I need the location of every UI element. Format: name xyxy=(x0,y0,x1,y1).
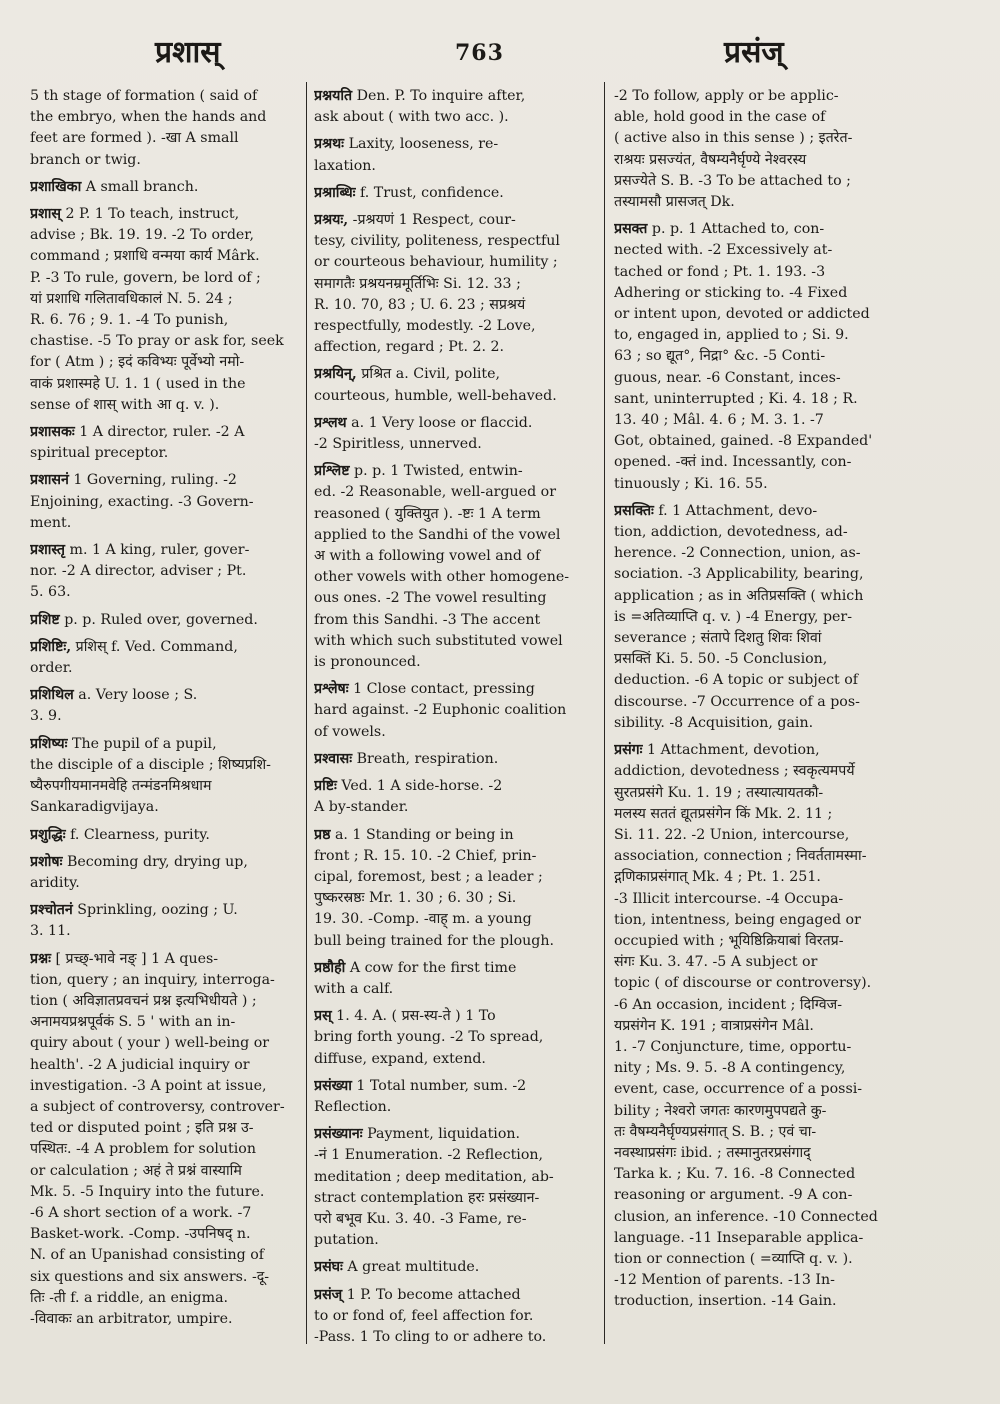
dictionary-entry xyxy=(314,210,602,358)
entry-line: -6 A short section of a work. -7 xyxy=(30,1204,252,1221)
entry-first-line: 5 th stage of formation ( said of xyxy=(30,88,258,104)
entry-line: able, hold good in the case of xyxy=(614,109,826,126)
entry-line: नवस्थाप्रसंगः ibid. ; तस्मानुतरप्रसंगाद् xyxy=(614,1144,811,1161)
entry-line: event, case, occurrence of a possi- xyxy=(614,1081,863,1098)
column-divider xyxy=(604,82,605,1344)
entry-first-line: प्रसंघः A great multitude. xyxy=(314,1259,480,1276)
dictionary-entry xyxy=(30,637,312,679)
dictionary-entry xyxy=(30,734,312,819)
page-number: 763 xyxy=(455,40,504,66)
entry-first-line: प्रश्चोतनं Sprinkling, oozing ; U. xyxy=(30,902,238,919)
entry-line: deduction. -6 A topic or subject of xyxy=(614,672,859,689)
dictionary-entry xyxy=(314,776,602,818)
dictionary-entry xyxy=(30,86,312,171)
entry-line: sociation. -3 Applicability, bearing, xyxy=(614,566,864,583)
entry-line: Tarka k. ; Ku. 7. 16. -8 Connected xyxy=(614,1166,856,1183)
headword: प्रष्टिः xyxy=(314,778,337,795)
entry-first-line: प्रष्ठौही A cow for the first time xyxy=(314,959,517,976)
entry-line: topic ( of discourse or controversy). xyxy=(614,975,872,992)
entry-first-line: प्रश्नः [ प्रच्छ्-भावे नङ् ] 1 A ques- xyxy=(30,950,219,967)
entry-line: सुरतप्रसंगे Ku. 1. 19 ; तस्यात्यायतकौ- xyxy=(614,784,824,801)
dictionary-entry xyxy=(30,900,312,942)
headword: प्रशिष्टिः, xyxy=(30,638,72,655)
entry-line: bility ; नेश्वरो जगतः कारणमुपपद्यते कु- xyxy=(614,1102,827,1119)
entry-first-line: प्रश्रयः, -प्रश्रयणं 1 Respect, cour- xyxy=(314,212,516,229)
entry-line: tion, query ; an inquiry, interroga- xyxy=(30,971,275,988)
entry-first-line: प्रसंख्यानः Payment, liquidation. xyxy=(314,1126,521,1143)
entry-line: ask about ( with two acc. ). xyxy=(314,109,509,126)
entry-first-line: प्रशिष्यः The pupil of a pupil, xyxy=(30,735,217,752)
headword: प्रश्वासः xyxy=(314,750,353,767)
entry-first-line: प्रश्लेषः 1 Close contact, pressing xyxy=(314,681,535,698)
entry-line: Enjoining, exacting. -3 Govern- xyxy=(30,493,254,510)
entry-line: संगः Ku. 3. 47. -5 A subject or xyxy=(614,954,818,971)
entry-line: bull being trained for the plough. xyxy=(314,932,555,949)
entry-line: 63 ; so द्यूत°, निद्रा° &c. -5 Conti- xyxy=(614,348,826,365)
entry-first-line: प्रशाखिका A small branch. xyxy=(30,178,199,195)
headword: प्रशाखिका xyxy=(30,178,82,195)
entry-line: यां प्रशाधि गलितावधिकालं N. 5. 24 ; xyxy=(30,290,233,307)
dictionary-entry xyxy=(314,183,602,204)
dictionary-entry xyxy=(314,1124,602,1251)
headword: प्रसंघः xyxy=(314,1259,343,1276)
entry-first-line: प्रसंज् 1 P. To become attached xyxy=(314,1286,521,1303)
dictionary-entry xyxy=(314,825,602,952)
headword: प्रशास्तृ xyxy=(30,542,66,559)
entry-line: 5. 63. xyxy=(30,584,71,601)
entry-line: Mk. 5. -5 Inquiry into the future. xyxy=(30,1183,265,1200)
entry-line: laxation. xyxy=(314,157,376,174)
entry-line: 19. 30. -Comp. -वाह् m. a young xyxy=(314,911,532,928)
right-running-headword: प्रसंज् xyxy=(724,35,784,70)
entry-line: advise ; Bk. 19. 19. -2 To order, xyxy=(30,227,255,244)
headword: प्रश्रथः xyxy=(314,136,345,153)
entry-line: तः वैषम्यनैर्घृण्यप्रसंगात् S. B. ; एवं चा- xyxy=(614,1123,817,1140)
entry-line: courteous, humble, well-behaved. xyxy=(314,387,557,404)
dictionary-entry xyxy=(314,1076,602,1118)
dictionary-entry xyxy=(314,749,602,770)
entry-line: aridity. xyxy=(30,874,80,891)
headword: प्रसंज् xyxy=(314,1286,343,1303)
headword: प्रस् xyxy=(314,1008,332,1025)
entry-line: ted or disputed point ; इति प्रश्न उ- xyxy=(30,1120,254,1137)
entry-line: तिः -ती f. a riddle, an enigma. xyxy=(30,1289,229,1306)
entry-line: stract contemplation हरः प्रसंख्यान- xyxy=(314,1189,540,1206)
headword: प्रश्नयति xyxy=(314,88,353,104)
entry-line: chastise. -5 To pray or ask for, seek xyxy=(30,333,284,350)
headword: प्रश्रयः, xyxy=(314,212,349,229)
entry-line: समागतैः प्रश्रयनम्रमूर्तिभिः Si. 12. 33 ; xyxy=(314,275,521,292)
entry-line: diffuse, expand, extend. xyxy=(314,1050,486,1067)
entry-line: spiritual preceptor. xyxy=(30,445,169,462)
entry-first-line: प्रसंगः 1 Attachment, devotion, xyxy=(614,742,820,759)
dictionary-entry xyxy=(614,501,896,734)
entry-line: nected with. -2 Excessively at- xyxy=(614,242,833,259)
entry-line: meditation ; deep meditation, ab- xyxy=(314,1168,554,1185)
headword: प्रश्राब्धिः xyxy=(314,184,356,201)
headword: प्रशोषः xyxy=(30,853,63,870)
headword: प्रश्लथ xyxy=(314,414,347,431)
headword: प्रश्चोतनं xyxy=(30,902,73,919)
dictionary-entry xyxy=(30,422,312,464)
entry-line: ष्यैरुपगीयमानमवेहि तन्मंडनमिश्रधाम xyxy=(30,778,212,795)
entry-line: -3 Illicit intercourse. -4 Occupa- xyxy=(614,890,844,907)
dictionary-entry xyxy=(30,949,312,1331)
entry-line: R. 6. 76 ; 9. 1. -4 To punish, xyxy=(30,312,229,329)
dictionary-entry xyxy=(314,413,602,455)
entry-line: sense of शास् with आ q. v. ). xyxy=(30,396,220,413)
entry-first-line: प्रश्वासः Breath, respiration. xyxy=(314,750,499,767)
entry-line: N. of an Upanishad consisting of xyxy=(30,1247,265,1264)
entry-line: Reflection. xyxy=(314,1098,392,1115)
entry-first-line: प्रशिष्टिः, प्रशिस् f. Ved. Command, xyxy=(30,638,238,655)
entry-line: ( active also in this sense ) ; इतरेत- xyxy=(614,130,853,147)
entry-line: अ with a following vowel and of xyxy=(314,548,541,565)
left-running-headword: प्रशास् xyxy=(155,35,221,70)
entry-line: -Pass. 1 To cling to or adhere to. xyxy=(314,1328,547,1345)
entry-line: 13. 40 ; Mâl. 4. 6 ; M. 3. 1. -7 xyxy=(614,412,824,429)
entry-line: association, connection ; निवर्ततामस्मा- xyxy=(614,848,867,865)
entry-line: 3. 9. xyxy=(30,708,62,725)
dictionary-entry xyxy=(314,134,602,176)
entry-first-line: प्रश्राब्धिः f. Trust, confidence. xyxy=(314,184,504,201)
headword: प्रसक्त xyxy=(614,221,648,238)
entry-first-line: प्रश्रथः Laxity, looseness, re- xyxy=(314,136,499,153)
entry-first-line: प्रशासनं 1 Governing, ruling. -2 xyxy=(30,472,237,489)
entry-line: tion or connection ( =व्याप्ति q. v. ). xyxy=(614,1250,853,1267)
headword: प्रश्लेषः xyxy=(314,681,349,698)
entry-line: order. xyxy=(30,660,73,677)
entry-line: Adhering or sticking to. -4 Fixed xyxy=(614,284,848,301)
entry-line: or calculation ; अहं ते प्रश्नं वास्यामि xyxy=(30,1162,242,1179)
dictionary-entry xyxy=(314,679,602,743)
entry-line: R. 10. 70, 83 ; U. 6. 23 ; सप्रश्रयं xyxy=(314,296,526,313)
entry-line: addiction, devotedness ; स्वकृत्यमपर्ये xyxy=(614,763,855,780)
entry-line: other vowels with other homogene- xyxy=(314,569,570,586)
entry-line: to, engaged in, applied to ; Si. 9. xyxy=(614,327,849,344)
entry-line: A by-stander. xyxy=(314,799,409,816)
headword: प्रसंख्यानः xyxy=(314,1126,363,1143)
dictionary-entry xyxy=(314,1006,602,1070)
text-column-3 xyxy=(614,86,896,1313)
headword: प्रश्रयिन्, xyxy=(314,366,357,383)
entry-first-line: प्रसक्तिः f. 1 Attachment, devo- xyxy=(614,502,818,519)
entry-line: troduction, insertion. -14 Gain. xyxy=(614,1293,837,1310)
entry-line: branch or twig. xyxy=(30,151,141,168)
dictionary-entry xyxy=(314,364,602,406)
entry-line: application ; as in अतिप्रसक्ति ( which xyxy=(614,587,864,604)
entry-line: 1. -7 Conjuncture, time, opportu- xyxy=(614,1038,852,1055)
headword: प्रशिष्यः xyxy=(30,735,68,752)
entry-line: hard against. -2 Euphonic coalition xyxy=(314,702,567,719)
entry-first-line: प्रसंख्या 1 Total number, sum. -2 xyxy=(314,1077,527,1094)
dictionary-entry xyxy=(30,470,312,534)
entry-line: a subject of controversy, controver- xyxy=(30,1098,285,1115)
dictionary-entry xyxy=(314,461,602,673)
entry-line: is pronounced. xyxy=(314,654,421,671)
entry-line: guous, near. -6 Constant, inces- xyxy=(614,369,841,386)
entry-line: is =अतिव्याप्ति q. v. ) -4 Energy, per- xyxy=(614,608,852,625)
headword: प्रशिथिल xyxy=(30,687,74,704)
page-header xyxy=(0,30,1000,80)
entry-line: यप्रसंगेन K. 191 ; वात्राप्रसंगेन Mâl. xyxy=(614,1017,814,1034)
entry-first-line: प्रशासकः 1 A director, ruler. -2 A xyxy=(30,424,245,441)
entry-line: front ; R. 15. 10. -2 Chief, prin- xyxy=(314,847,537,864)
entry-line: herence. -2 Connection, union, as- xyxy=(614,545,861,562)
dictionary-entry xyxy=(314,1285,602,1349)
entry-first-line: प्रश्लथ a. 1 Very loose or flaccid. xyxy=(314,414,533,431)
entry-line: 3. 11. xyxy=(30,923,71,940)
dictionary-entry xyxy=(614,740,896,1312)
entry-first-line: प्रष्टिः Ved. 1 A side-horse. -2 xyxy=(314,778,503,795)
entry-line: Sankaradigvijaya. xyxy=(30,799,159,816)
entry-line: Si. 11. 22. -2 Union, intercourse, xyxy=(614,826,850,843)
entry-line: पुष्करस्रष्ठः Mr. 1. 30 ; 6. 30 ; Si. xyxy=(314,890,517,907)
entry-line: Basket-work. -Comp. -उपनिषद् n. xyxy=(30,1226,251,1243)
entry-line: tion, intentness, being engaged or xyxy=(614,911,861,928)
entry-line: Got, obtained, gained. -8 Expanded' xyxy=(614,433,873,450)
headword: प्रसंख्या xyxy=(314,1077,352,1094)
entry-line: sant, uninterrupted ; Ki. 4. 18 ; R. xyxy=(614,390,858,407)
dictionary-entry xyxy=(30,852,312,894)
entry-line: command ; प्रशाधि वन्मया कार्य Mârk. xyxy=(30,248,260,265)
entry-line: ment. xyxy=(30,514,72,531)
entry-line: with which such substituted vowel xyxy=(314,632,563,649)
entry-line: from this Sandhi. -3 The accent xyxy=(314,611,541,628)
text-column-1 xyxy=(30,86,312,1330)
dictionary-entry xyxy=(30,825,312,846)
entry-line: the disciple of a disciple ; शिष्यप्रशि- xyxy=(30,756,271,773)
entry-line: प्रसक्तिं Ki. 5. 50. -5 Conclusion, xyxy=(614,651,828,668)
entry-first-line: प्रशिष्ट p. p. Ruled over, governed. xyxy=(30,611,258,628)
entry-first-line: प्रशुद्धिः f. Clearness, purity. xyxy=(30,826,210,843)
entry-first-line: प्रश्लिष्ट p. p. 1 Twisted, entwin- xyxy=(314,463,523,480)
entry-line: cipal, foremost, best ; a leader ; xyxy=(314,868,543,885)
entry-line: reasoned ( युक्तियुत ). -ष्टः 1 A term xyxy=(314,505,541,522)
entry-line: to or fond of, feel affection for. xyxy=(314,1307,534,1324)
entry-line: affection, regard ; Pt. 2. 2. xyxy=(314,339,505,356)
entry-line: -12 Mention of parents. -13 In- xyxy=(614,1272,835,1289)
entry-line: sibility. -8 Acquisition, gain. xyxy=(614,714,814,731)
headword: प्रष्ठ xyxy=(314,826,331,843)
headword: प्रसक्तिः xyxy=(614,502,654,519)
entry-line: ed. -2 Reasonable, well-argued or xyxy=(314,484,556,501)
entry-line: opened. -क्तं ind. Incessantly, con- xyxy=(614,454,852,471)
entry-first-line: प्रस् 1. 4. A. ( प्रस-स्य-ते ) 1 To xyxy=(314,1008,496,1025)
entry-line: -विवाकः an arbitrator, umpire. xyxy=(30,1310,233,1327)
headword: प्रशास् xyxy=(30,206,61,223)
headword: प्रश्नः xyxy=(30,950,51,967)
entry-line: quiry about ( your ) well-being or xyxy=(30,1035,270,1052)
entry-line: -6 An occasion, incident ; दिग्विज- xyxy=(614,996,842,1013)
headword: प्रसंगः xyxy=(614,742,643,759)
entry-line: tesy, civility, politeness, respectful xyxy=(314,233,560,250)
entry-line: the embryo, when the hands and xyxy=(30,109,267,126)
headword: प्रशासकः xyxy=(30,424,75,441)
dictionary-entry xyxy=(614,86,896,213)
entry-line: or courteous behaviour, humility ; xyxy=(314,254,558,271)
entry-first-line: प्रशास्तृ m. 1 A king, ruler, gover- xyxy=(30,542,250,559)
entry-line: language. -11 Inseparable applica- xyxy=(614,1229,864,1246)
dictionary-entry xyxy=(30,685,312,727)
headword: प्रशिष्ट xyxy=(30,611,60,628)
entry-line: -नं 1 Enumeration. -2 Reflection, xyxy=(314,1147,544,1164)
entry-line: investigation. -3 A point at issue, xyxy=(30,1077,267,1094)
entry-line: tinuously ; Ki. 16. 55. xyxy=(614,475,768,492)
entry-first-line: प्रसक्त p. p. 1 Attached to, con- xyxy=(614,221,825,238)
entry-line: परो बभूव Ku. 3. 40. -3 Fame, re- xyxy=(314,1210,527,1227)
entry-first-line: प्रशिथिल a. Very loose ; S. xyxy=(30,687,198,704)
entry-line: bring forth young. -2 To spread, xyxy=(314,1029,544,1046)
dictionary-entry xyxy=(614,219,896,495)
entry-line: तस्यामसौ प्रासजत् Dk. xyxy=(614,194,735,211)
entry-line: nor. -2 A director, adviser ; Pt. xyxy=(30,563,247,580)
dictionary-entry xyxy=(314,958,602,1000)
entry-line: discourse. -7 Occurrence of a pos- xyxy=(614,693,860,710)
entry-line: अनामयप्रश्नपूर्वकं S. 5 ' with an in- xyxy=(30,1014,236,1031)
entry-line: ous ones. -2 The vowel resulting xyxy=(314,590,547,607)
entry-line: tion ( अविज्ञातप्रवचनं प्रश्न इत्यभिधीयते ) ; xyxy=(30,992,257,1009)
headword: प्रशासनं xyxy=(30,472,69,489)
entry-line: applied to the Sandhi of the vowel xyxy=(314,526,561,543)
dictionary-entry xyxy=(314,86,602,128)
entry-line: clusion, an inference. -10 Connected xyxy=(614,1208,878,1225)
headword: प्रश्लिष्ट xyxy=(314,463,350,480)
entry-first-line: प्रशास् 2 P. 1 To teach, instruct, xyxy=(30,206,240,223)
entry-line: मलस्य सततं द्यूतप्रसंगेन किं Mk. 2. 11 ; xyxy=(614,805,833,822)
entry-line: occupied with ; भूयिष्ठिक्रियाबां विरतप्र- xyxy=(614,932,844,949)
dictionary-entry xyxy=(30,610,312,631)
entry-line: putation. xyxy=(314,1232,379,1249)
entry-line: -2 Spiritless, unnerved. xyxy=(314,436,482,453)
entry-first-line: प्रश्रयिन्, प्रश्रित a. Civil, polite, xyxy=(314,366,501,383)
dictionary-entry xyxy=(30,177,312,198)
entry-first-line: प्रश्नयति Den. P. To inquire after, xyxy=(314,88,526,104)
entry-line: राश्रयः प्रसज्यंत, वैषम्यनैर्घृण्ये नेश्वरस्य xyxy=(614,151,807,168)
entry-first-line: प्रशोषः Becoming dry, drying up, xyxy=(30,853,248,870)
entry-line: वाकं प्रशास्महे U. 1. 1 ( used in the xyxy=(30,375,246,392)
entry-line: प्रसज्येते S. B. -3 To be attached to ; xyxy=(614,172,851,189)
entry-line: with a calf. xyxy=(314,980,394,997)
entry-line: feet are formed ). -खा A small xyxy=(30,130,239,147)
entry-line: six questions and six answers. -दू- xyxy=(30,1268,270,1285)
entry-line: tached or fond ; Pt. 1. 193. -3 xyxy=(614,263,826,280)
entry-line: P. -3 To rule, govern, be lord of ; xyxy=(30,269,261,286)
dictionary-entry xyxy=(314,1257,602,1278)
entry-line: severance ; संतापे दिशतु शिवः शिवां xyxy=(614,630,822,647)
headword: प्रष्ठौही xyxy=(314,959,346,976)
entry-line: or intent upon, devoted or addicted xyxy=(614,306,870,323)
entry-first-line: -2 To follow, apply or be applic- xyxy=(614,88,839,104)
entry-first-line: प्रष्ठ a. 1 Standing or being in xyxy=(314,826,514,843)
dictionary-entry xyxy=(30,540,312,604)
entry-line: health'. -2 A judicial inquiry or xyxy=(30,1056,250,1073)
entry-line: of vowels. xyxy=(314,723,386,740)
entry-line: respectfully, modestly. -2 Love, xyxy=(314,318,536,335)
entry-line: द्गणिकाप्रसंगात् Mk. 4 ; Pt. 1. 251. xyxy=(614,869,821,886)
entry-line: nity ; Ms. 9. 5. -8 A contingency, xyxy=(614,1060,846,1077)
entry-line: reasoning or argument. -9 A con- xyxy=(614,1187,853,1204)
entry-line: पस्थितः. -4 A problem for solution xyxy=(30,1141,256,1158)
headword: प्रशुद्धिः xyxy=(30,826,66,843)
entry-line: tion, addiction, devotedness, ad- xyxy=(614,524,848,541)
entry-line: for ( Atm ) ; इदं कविभ्यः पूर्वेभ्यो नमो- xyxy=(30,354,245,371)
dictionary-entry xyxy=(30,204,312,416)
text-column-2 xyxy=(314,86,602,1348)
